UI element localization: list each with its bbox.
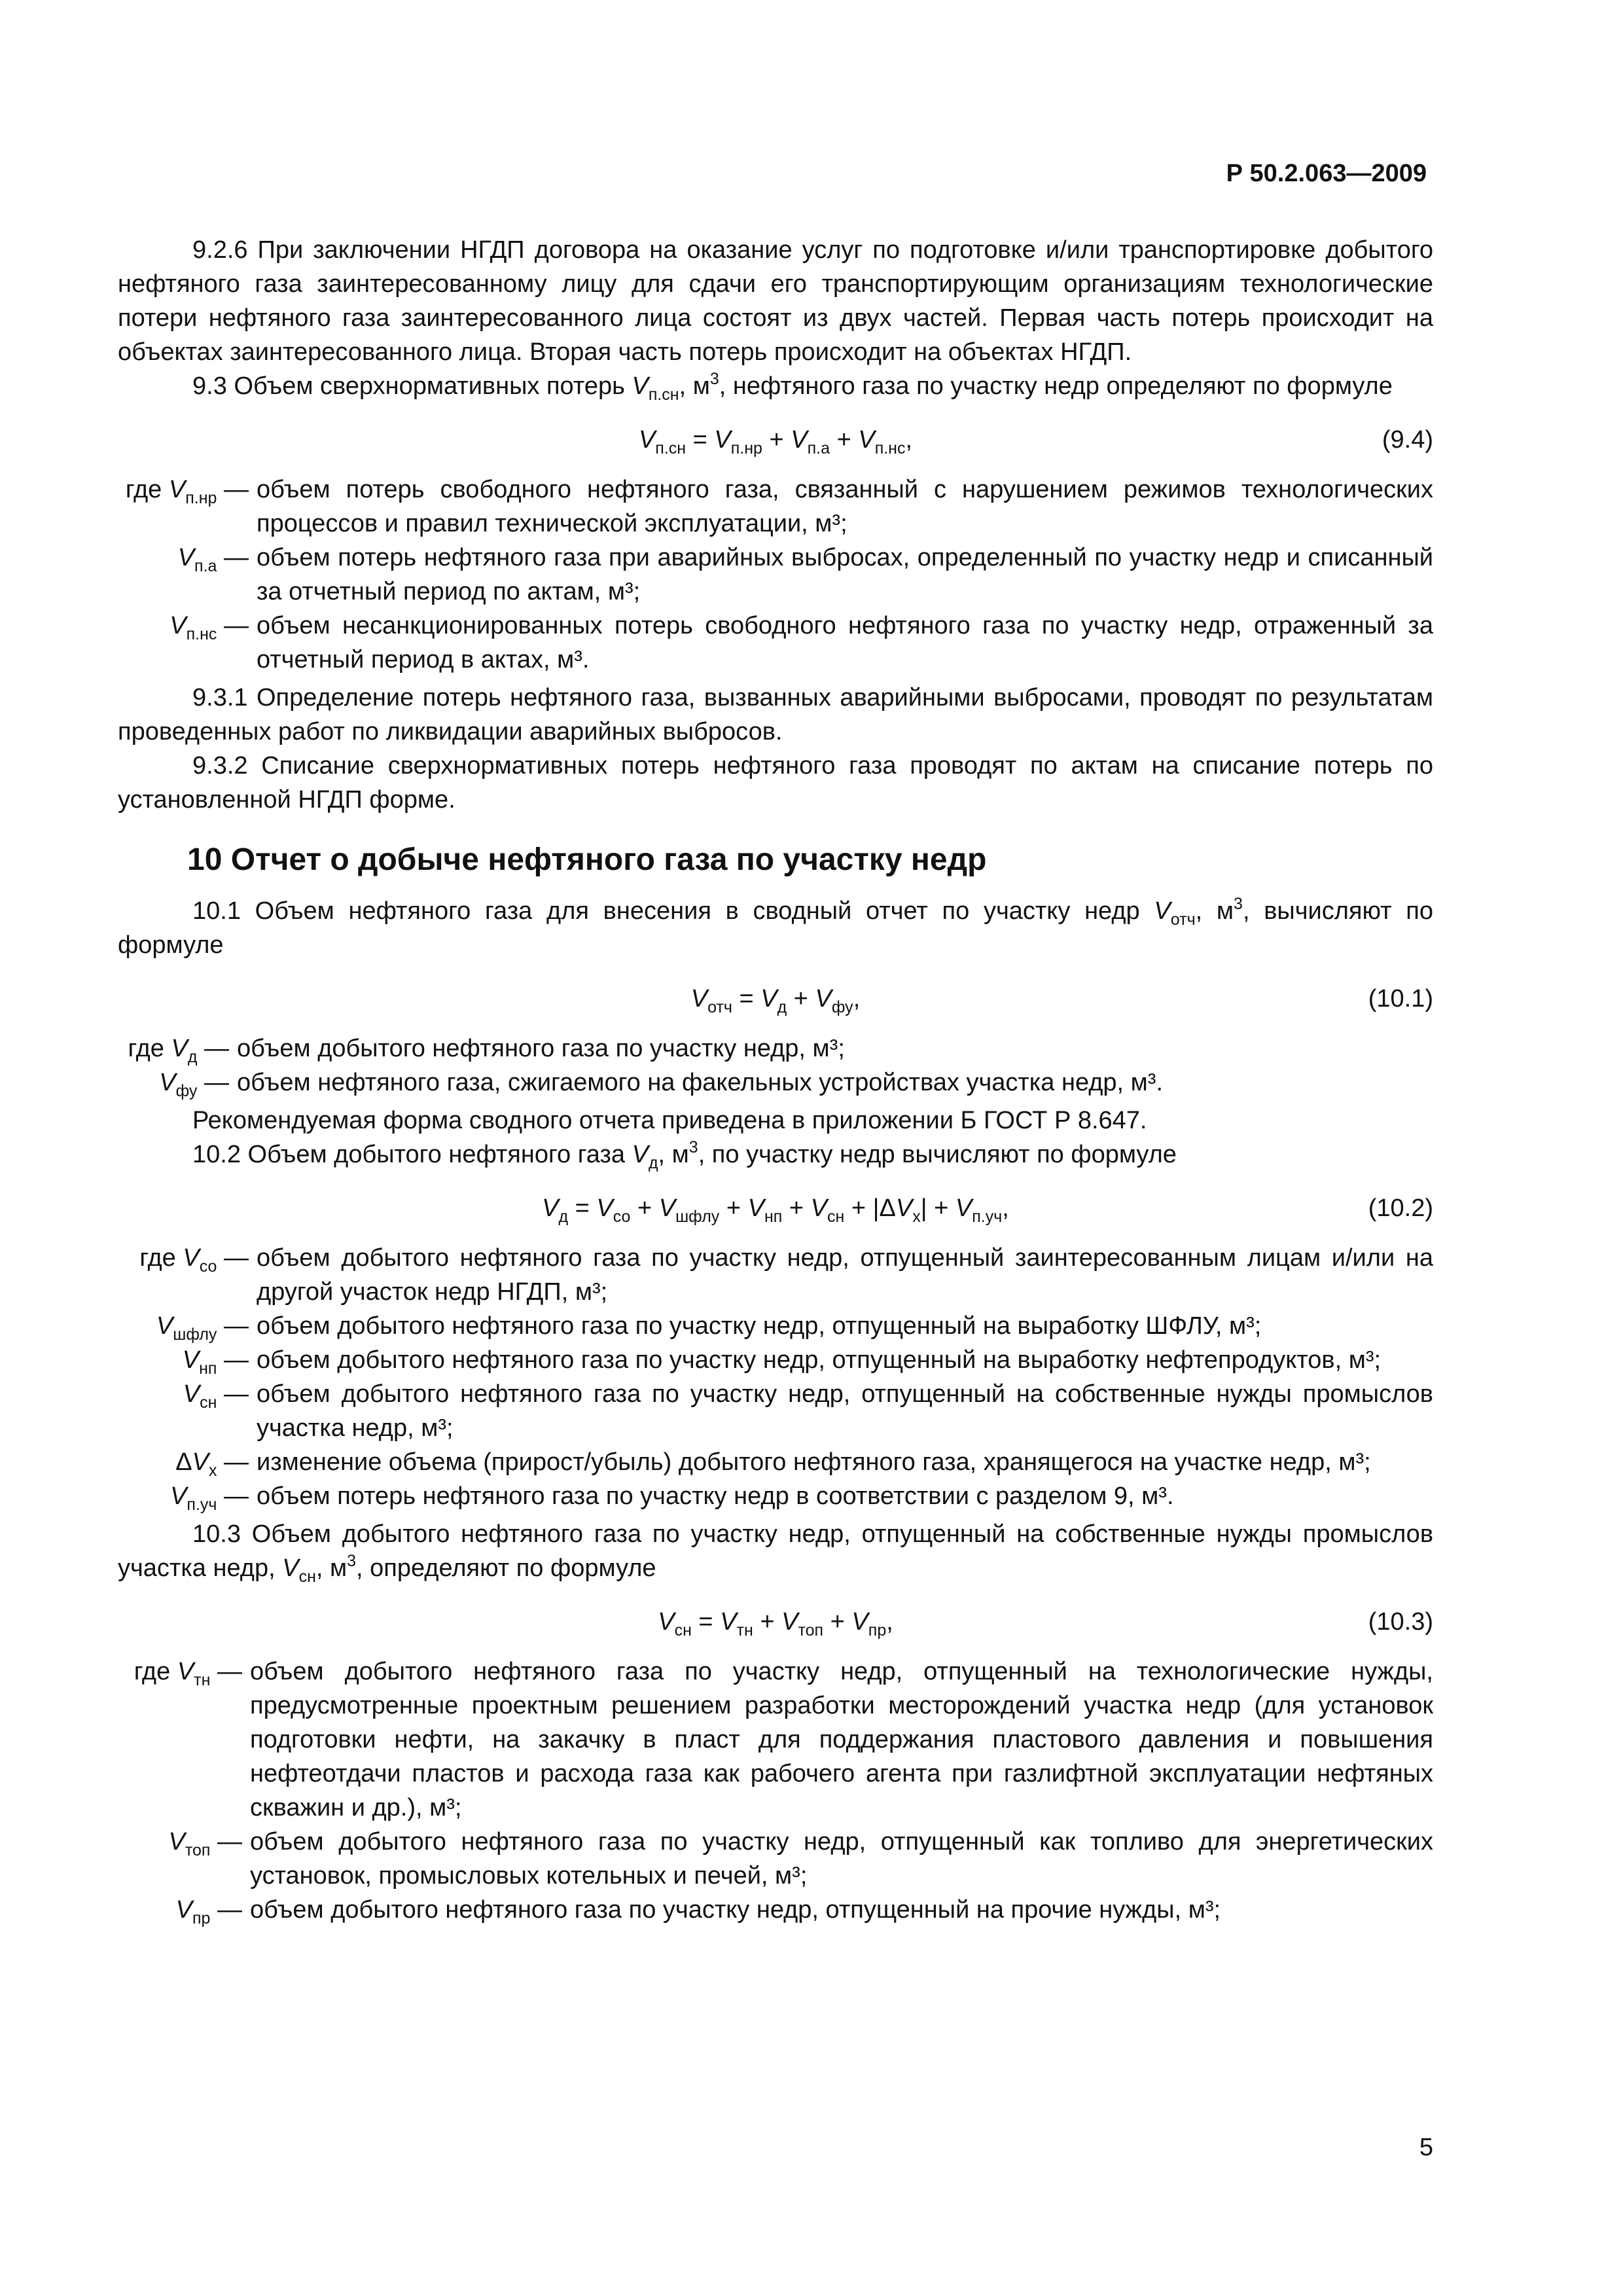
definitions-10-1: [118, 1031, 1433, 1100]
formula-number: (10.2): [1368, 1194, 1433, 1222]
formula-number: (9.4): [1382, 426, 1433, 454]
paragraph-10-2: 10.2 Объем добытого нефтяного газа $V_д$, $м^3$, по участку недр вычисляют по формуле: [192, 1138, 1177, 1172]
page-number: 5: [1419, 2134, 1433, 2161]
paragraph-10-1: 10.1 Объем нефтяного газа для внесения в сводный отчет по участку недр $V_{отч}$, $м^3$, вычисляют по формуле: [118, 895, 1434, 959]
paragraph-9-2-6: 9.2.6 При заключении НГДП договора на оказание услуг по подготовке и/или транспортировке добытого нефтяного газа заинтересованному лицу для сдачи его транспортирующим организациям технологические потери нефтяного газа заинтересованного лица состоят из двух частей. Первая часть потерь происходит на объектах заинтересованного лица. Вторая часть потерь происходит на объектах НГДП.: [118, 236, 1433, 366]
definition-item: $V_{п.нс}$ — объем несанкционированных потерь свободного нефтяного газа по участку недр, отраженный за отчетный период в актах, м³.: [169, 612, 1433, 673]
paragraph-9-3: 9.3 Объем сверхнормативных потерь $V_{п.сн}$, $м^3$, нефтяного газа по участку недр определяют по формуле: [192, 370, 1393, 404]
definition-item: $V_{пр}$ — объем добытого нефтяного газа по участку недр, отпущенный на прочие нужды, м³;: [175, 1896, 1221, 1928]
definition-item: $V_{шфлу}$ — объем добытого нефтяного газа по участку недр, отпущенный на выработку ШФЛУ, м³;: [156, 1312, 1262, 1344]
definition-item: $V_{топ}$ — объем добытого нефтяного газа по участку недр, отпущенный как топливо для энергетических установок, промысловых котельных и печей, м³;: [168, 1828, 1433, 1890]
formula-number: (10.3): [1368, 1608, 1433, 1636]
definitions-10-3: [118, 1655, 1433, 1927]
paragraph-recommendation: Рекомендуемая форма сводного отчета приведена в приложении Б ГОСТ Р 8.647.: [192, 1107, 1147, 1134]
definition-item: где $V_{со}$ — объем добытого нефтяного газа по участку недр, отпущенный заинтересованным лицам и/или на другой участок недр НГДП, м³;: [139, 1244, 1433, 1306]
definition-item: $V_{п.а}$ — объем потерь нефтяного газа при аварийных выбросах, определенный по участку недр и списанный за отчетный период по актам, м³;: [177, 544, 1433, 605]
definition-item: где $V_{тн}$ — объем добытого нефтяного газа по участку недр, отпущенный на технологические нужды, предусмотренные проектным решением разработки месторождений участка недр (для установок подготовки нефти, на закачку в пласт для поддержания пластового давления и повышения нефтеотдачи пластов и расхода газа как рабочего агента при газлифтной эксплуатации нефтяных скважин и др.), м³;: [134, 1658, 1433, 1821]
definition-item: $\Delta V_x$ — изменение объема (прирост/убыль) добытого нефтяного газа, хранящегося на участке недр, м³;: [175, 1448, 1371, 1480]
definition-item: $V_{сн}$ — объем добытого нефтяного газа по участку недр, отпущенный на собственные нужды промыслов участка недр, м³;: [183, 1380, 1433, 1442]
formula-10-2: $V_д = V_{со} + V_{шфлу} + V_{нп} + V_{сн} + |\Delta V_x| + V_{п.уч}$, (10.2): [118, 1191, 1433, 1225]
section-10-heading: 10 Отчет о добыче нефтяного газа по участку недр: [187, 842, 987, 877]
document-code: Р 50.2.063—2009: [1226, 160, 1427, 187]
paragraph-10-3: 10.3 Объем добытого нефтяного газа по участку недр, отпущенный на собственные нужды промыслов участка недр, $V_{сн}$, $м^3$, определяют по формуле: [118, 1520, 1433, 1586]
formula-10-1: $V_{отч} = V_д + V_{фу}$, (10.1): [118, 982, 1433, 1016]
definitions-9-4: [118, 473, 1433, 677]
definition-item: $V_{п.уч}$ — объем потерь нефтяного газа по участку недр в соответствии с разделом 9, м³.: [170, 1482, 1174, 1514]
definition-item: $V_{фу}$ — объем нефтяного газа, сжигаемого на факельных устройствах участка недр, м³.: [159, 1069, 1163, 1100]
formula-10-3: $V_{сн} = V_{тн} + V_{топ} + V_{пр}$, (10.3): [118, 1605, 1433, 1639]
page-body: [118, 233, 1433, 1931]
definition-item: $V_{нп}$ — объем добытого нефтяного газа по участку недр, отпущенный на выработку нефтепродуктов, м³;: [182, 1346, 1382, 1378]
definitions-10-2: [118, 1241, 1433, 1513]
definition-item: где $V_д$ — объем добытого нефтяного газа по участку недр, м³;: [128, 1035, 845, 1066]
formula-number: (10.1): [1368, 985, 1433, 1013]
formula-9-4: $V_{п.сн} = V_{п.нр} + V_{п.а} + V_{п.нс}$, (9.4): [118, 423, 1433, 457]
paragraph-9-3-1: 9.3.1 Определение потерь нефтяного газа, вызванных аварийными выбросами, проводят по результатам проведенных работ по ликвидации аварийных выбросов.: [118, 684, 1433, 745]
definition-item: где $V_{п.нр}$ — объем потерь свободного нефтяного газа, связанный с нарушением режимов технологических процессов и правил технической эксплуатации, м³;: [125, 476, 1433, 537]
paragraph-9-3-2: 9.3.2 Списание сверхнормативных потерь нефтяного газа проводят по актам на списание потерь по установленной НГДП форме.: [118, 752, 1433, 814]
